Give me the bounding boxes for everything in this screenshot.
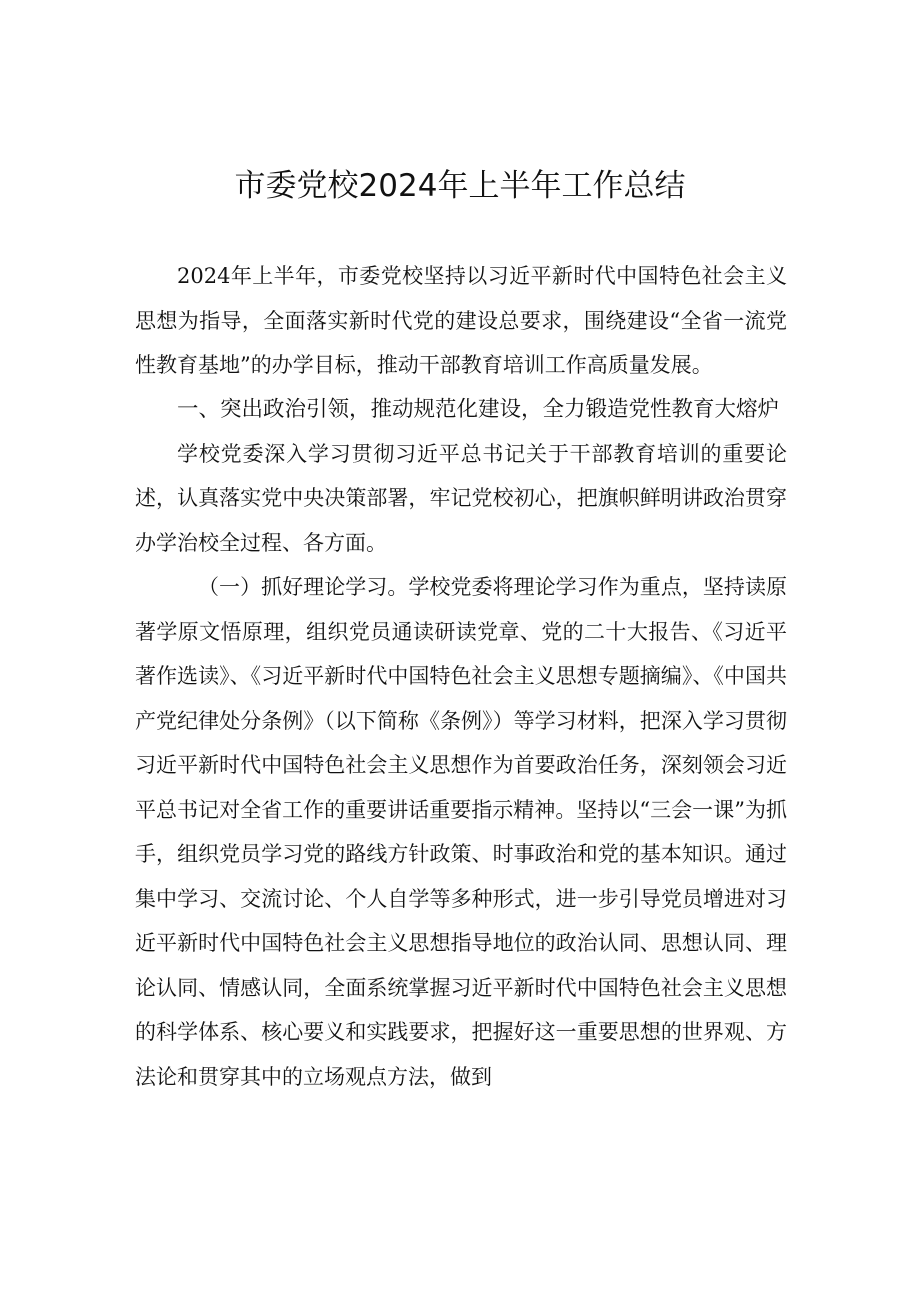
subsection-1-paragraph: （一）抓好理论学习。学校党委将理论学习作为重点，坚持读原著学原文悟原理，组织党员通读研读党章、党的二十大报告、《习近平著作选读》、《习近平新时代中国特色社会主义思想专题摘编》、《中国共产党纪律处分条例》（以下简称《条例》）等学习材料，把深入学习贯彻习近平新时代中国特色社会主义思想作为首要政治任务，深刻领会习近平总书记对全省工作的重要讲话重要指示精神。坚持以“三会一课”为抓手，组织党员学习党的路线方针政策、时事政治和党的基本知识。通过集中学习、交流讨论、个人自学等多种形式，进一步引导党员增进对习近平新时代中国特色社会主义思想指导地位的政治认同、思想认同、理论认同、情感认同，全面系统掌握习近平新时代中国特色社会主义思想的科学体系、核心要义和实践要求，把握好这一重要思想的世界观、方法论和贯穿其中的立场观点方法，做到 [135, 575, 787, 1089]
intro-paragraph: 2024年上半年，市委党校坚持以习近平新时代中国特色社会主义思想为指导，全面落实新时代党的建设总要求，围绕建设“全省一流党性教育基地”的办学目标，推动干部教育培训工作高质量发展。 [135, 264, 787, 377]
section-1-paragraph: 学校党委深入学习贯彻习近平总书记关于干部教育培训的重要论述，认真落实党中央决策部署，牢记党校初心，把旗帜鲜明讲政治贯穿办学治校全过程、各方面。 [135, 441, 787, 555]
section-heading-1: 一、突出政治引领，推动规范化建设，全力锻造党性教育大熔炉 [177, 396, 780, 422]
document-title: 市委党校2024年上半年工作总结 [234, 168, 686, 204]
document-body [135, 254, 787, 1099]
